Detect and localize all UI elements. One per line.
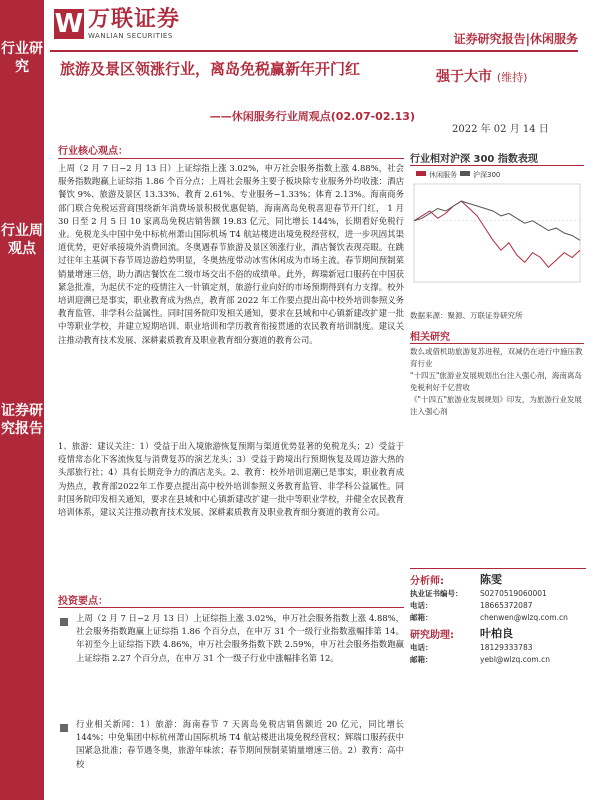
analyst-email[interactable]: chenwen@wlzq.com.cn — [480, 612, 568, 622]
legend-label: 休闲服务 — [429, 171, 457, 179]
core-view-heading: 行业核心观点： — [58, 142, 404, 159]
company-logo — [54, 8, 180, 40]
rating — [436, 66, 527, 86]
bullet-icon — [60, 618, 68, 626]
sidebar-label-weekly-view: 行业周观点 — [1, 223, 43, 257]
investment-bullet-1: 上周（2 月 7 日−2 月 13 日）上证综指上涨 3.02%，申万社会服务指数上涨 4.88%，社会服务指数跑赢上证综指 1.86 个百分点，在申万 31 个一级行业指数涨幅排第 14。年初至今上证综指下跌 4.86%，申万社会服务指数下跌 2.59%，申万社会服务指数跑赢上证综指 2.27 个百分点，在申万 31 个一级子行业中涨幅排名第 12。 — [76, 613, 404, 663]
sidebar-label-industry-research: 行业研究 — [1, 41, 43, 75]
chart-source: 数据来源：聚源、万联证券研究所 — [410, 311, 523, 320]
logo-english-name: WANLIAN SECURITIES — [88, 32, 173, 40]
investment-bullet-2: 行业相关新闻：1）旅游：海南春节 7 天离岛免税店销售额近 20 亿元，同比增长 144%；中免集团中标杭州萧山国际机场 T4 航站楼进出境免税经营权；辉瑞口服药获中国紧急批准；春节遇冬奥，旅游年味浓；春节期间预制菜销量增速三倍。2）教育：高中校 — [76, 719, 404, 769]
rating-label: 强于大市 — [436, 69, 492, 85]
header-divider — [50, 50, 578, 52]
analyst-divider — [410, 568, 586, 569]
related-item[interactable]: 数么或借机助旅游复苏进程，双减仍在进行中施压教育行业 — [410, 347, 583, 368]
legend-swatch — [416, 171, 426, 176]
phone-label: 电话： — [410, 600, 433, 610]
investment-points-heading: 投资要点： — [58, 592, 404, 608]
chart-svg — [410, 166, 584, 290]
assistant-email-label: 邮箱： — [410, 654, 433, 664]
core-view-paragraph-2: 1、旅游：建议关注：1）受益于出入境旅游恢复预期与渠道优势显著的免税龙头；2）受益于疫情常态化下客流恢复与消费复苏的演艺龙头；3）受益于跨境出行预期恢复及周边游大热的头部旅行社；4）具有长期竞争力的酒店龙头。2、教育：校外培训退潮已是事实，职业教育成为热点，教育部2022年工作要点提出高中校外培训参照义务教育监管、非学科公益属性。同时国务院印发相关通知，要求在县域和中心镇新建改扩建一批中等职业学校，并健全农民教育培训体系，建议关注推动教育技术发展、深耕素质教育及职业教育细分赛道的教育公司。 — [58, 441, 404, 518]
analyst-label: 分析师: — [410, 575, 444, 587]
chart-frame — [414, 184, 580, 282]
chart-series-line-0 — [414, 201, 580, 267]
related-research-heading: 相关研究 — [410, 328, 584, 344]
report-date: 2022 年 02 月 14 日 — [452, 124, 549, 135]
sidebar-label-securities-report: 证券研究报告 — [1, 403, 43, 437]
report-subtitle: ——休闲服务行业周观点(02.07-02.13) — [209, 110, 415, 123]
cert-number: S0270519060001 — [480, 588, 547, 598]
report-title: 旅游及景区领涨行业，离岛免税赢新年开门红 — [60, 60, 361, 78]
legend-label: 沪深300 — [473, 171, 501, 179]
chart-title: 行业相对沪深 300 指数表现 — [410, 150, 584, 166]
assistant-phone-label: 电话： — [410, 642, 433, 652]
rating-note: (维持) — [496, 71, 528, 84]
related-item[interactable]: 《"十四五"旅游业发展规划》印发，为旅游行业发展注入强心剂 — [410, 395, 582, 416]
analyst-block — [410, 566, 586, 665]
logo-w-icon: W — [54, 9, 84, 39]
assistant-email[interactable]: yebl@wlzq.com.cn — [480, 654, 550, 664]
report-type: 证券研究报告|休闲服务 — [453, 32, 578, 46]
assistant-phone: 18129333783 — [480, 642, 533, 652]
cert-label: 执业证书编号： — [410, 588, 463, 598]
analyst-name: 陈雯 — [480, 573, 502, 586]
logo-chinese-name: 万联证券 — [88, 7, 181, 32]
email-label: 邮箱： — [410, 612, 433, 622]
legend-swatch — [460, 171, 470, 176]
assistant-name: 叶柏良 — [480, 627, 513, 640]
analyst-phone: 18665372087 — [480, 600, 533, 610]
bullet-icon — [60, 724, 68, 732]
chart — [410, 166, 584, 290]
assistant-label: 研究助理: — [410, 629, 454, 641]
sidebar — [0, 0, 44, 800]
core-view-paragraph-1: 上周（2 月 7 日−2 月 13 日）上证综指上涨 3.02%，申万社会服务指数上涨 4.88%，社会服务指数跑赢上证综指 1.86 个百分点；上周社会服务主要子板块除专业服务外均收涨：酒店餐饮 9%、旅游及景区 13.33%、教育 2.61%、专业服务−1.33%；体育 2.13%。海南商务部门联合免税运营商围绕新年消费场景积极优惠促销，海南离岛免税喜迎春节开门红， 1 月 30 日至 2 月 5 日 10 家离岛免税店销售额 19.83 亿元，同比增长 144%，长期看好免税行业。免税龙头中国中免中标杭州萧山国际机场 T4 航站楼进出境免税经营权，进一步巩固其渠道优势，更好承接境外消费回流。冬奥遇春节旅游及景区领涨行业，酒店餐饮表现亮眼。在跳过往年主基调下春节周边游趋势明显，冬奥热度带动冰雪休闲成为市场主流。春节期间预制菜销量增速三倍，助力酒店餐饮在二级市场交出不俗的成绩单。此外，辉瑞新冠口服药在中国获紧急批准，为起伏不定的疫情注入一针镇定剂，旅游行业向好的市场预期得到有力支撑。校外培训迎溯已是事实，职业教育成为热点，教育部 2022 年工作要点提出高中校外培训参照义务教育监管、非学科公益属性。同时国务院印发相关通知，要求在县域和中心镇新建改扩建一批中等职业学校，并建立短期培训、职业培训和学历教育衔接贯通的农民教育培训制度。建议关注推动教育技术发展、深耕素质教育及职业教育细分赛道的教育公司。 — [58, 163, 404, 345]
related-item[interactable]: "十四五"旅游业发展规划出台注入强心剂，海南离岛免税利好千亿营收 — [410, 371, 582, 392]
related-research-list — [410, 346, 586, 418]
